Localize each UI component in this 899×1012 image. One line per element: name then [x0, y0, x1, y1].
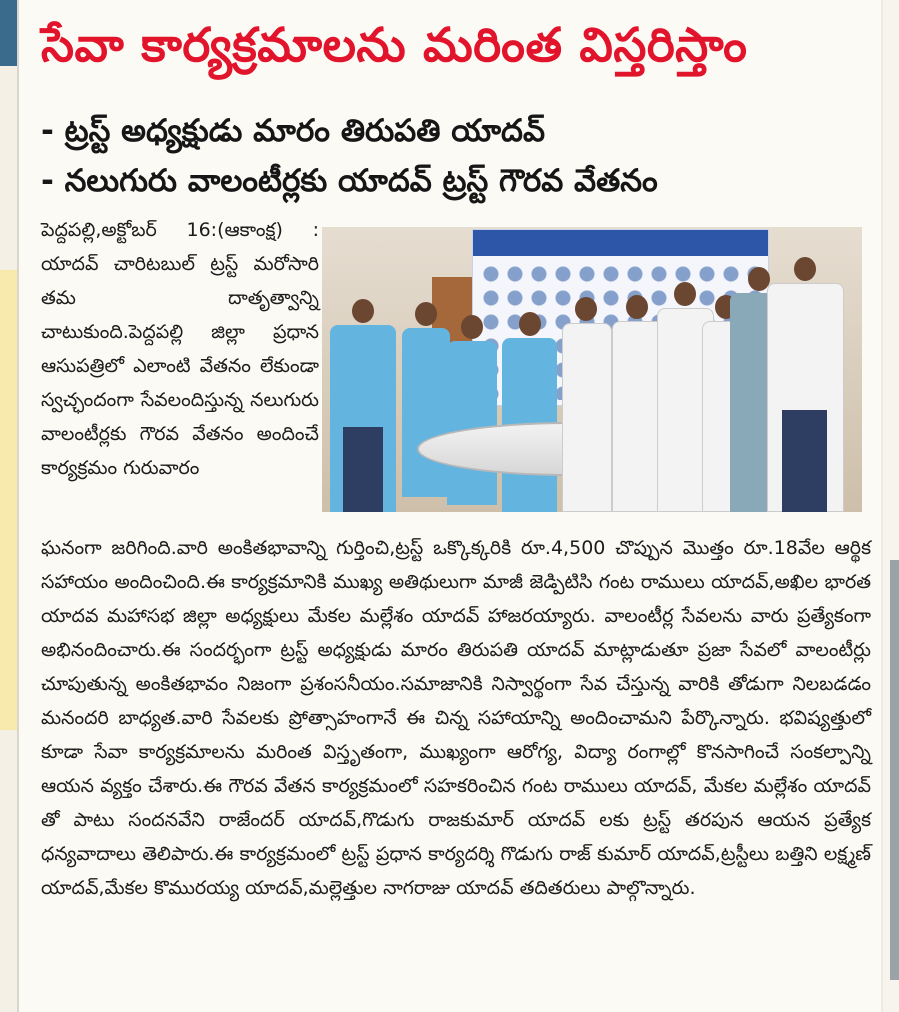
adjacent-photo-fragment-right	[890, 560, 899, 980]
volunteer-figure	[330, 299, 396, 512]
article-body-full: ఘనంగా జరిగింది.వారి అంకితభావాన్ని గుర్తించి,ట్రస్ట్ ఒక్కొక్కరికి రూ.4,500 చొప్పున మొత్తం రూ.18వేల ఆర్థిక సహాయం అందించింది.ఈ కార్యక్రమానికి ముఖ్య అతిథులుగా మాజీ జెడ్పిటిసి గంట రాములు యాదవ్,అఖిల భారత యాదవ మహాసభ జిల్లా అధ్యక్షులు మేకల మల్లేశం యాదవ్ హాజరయ్యారు. వాలంటీర్ల సేవలను వారు ప్రత్యేకంగా అభినందించారు.ఈ సందర్భంగా ట్రస్ట్ అధ్యక్షుడు మారం తిరుపతి యాదవ్ మాట్లాడుతూ ప్రజా సేవలో వాలంటీర్లు చూపుతున్న అంకితభావం నిజంగా ప్రశంసనీయం.సమాజానికి నిస్వార్థంగా సేవ చేస్తున్న వారికి తోడుగా నిలబడడం మనందరి బాధ్యత.వారి సేవలకు ప్రోత్సాహంగానే ఈ చిన్న సహాయాన్ని అందించామని పేర్కొన్నారు. భవిష్యత్తులో కూడా సేవా కార్యక్రమాలను మరింత విస్తృతంగా, ముఖ్యంగా ఆరోగ్య, విద్యా రంగాల్లో కొనసాగించే సంకల్పాన్ని ఆయన వ్యక్తం చేశారు.ఈ గౌరవ వేతన కార్యక్రమంలో సహకరించిన గంట రాములు యాదవ్, మేకల మల్లేశం యాదవ్ తో పాటు సందనవేని రాజేందర్ యాదవ్,గొడుగు రాజకుమార్ యాదవ్ లకు ట్రస్ట్ తరపున ఆయన ప్రత్యేక ధన్యవాదాలు తెలిపారు.ఈ కార్యక్రమంలో ట్రస్ట్ ప్రధాన కార్యదర్శి గొడుగు రాజ్ కుమార్ యాదవ్,ట్రస్టీలు బత్తిని లక్ష్మణ్ యాదవ్,మేకల కొమురయ్య యాదవ్,మల్లెత్తుల నాగరాజు యాదవ్ తదితరులు పాల్గొన్నారు.	[41, 537, 871, 899]
news-article	[19, 0, 881, 1012]
subheadline-1: - ట్రస్ట్ అధ్యక్షుడు మారం తిరుపతి యాదవ్	[41, 113, 545, 149]
guest-figure	[562, 297, 610, 512]
volunteer-figure	[502, 312, 557, 512]
volunteer-figure	[402, 302, 450, 497]
article-body-column: పెద్దపల్లి,అక్టోబర్ 16:(ఆకాంక్ష) : యాదవ్ చారిటబుల్ ట్రస్ట్ మరోసారి తమ దాతృత్వాన్ని చాటుకుంది.పెద్దపల్లి జిల్లా ప్రధాన ఆసుపత్రిలో ఎలాంటి వేతనం లేకుండా స్వచ్ఛందంగా సేవలందిస్తున్న నలుగురు వాలంటీర్లకు గౌరవ వేతనం అందించే కార్యక్రమం గురువారం	[41, 219, 319, 479]
volunteer-figure	[447, 315, 497, 505]
adjacent-column-right	[883, 0, 899, 1012]
guest-figure	[767, 257, 842, 512]
article-photo	[322, 227, 862, 512]
article-headline: సేవా కార్యక్రమాలను మరింత విస్తరిస్తాం	[41, 18, 748, 73]
banner-header	[473, 230, 768, 256]
adjacent-column-left	[0, 0, 19, 1012]
subheadline-2: - నలుగురు వాలంటీర్లకు యాదవ్ ట్రస్ట్ గౌరవ వేతనం	[41, 163, 658, 199]
highlight-fragment	[0, 270, 17, 730]
guest-figure	[612, 295, 662, 512]
adjacent-photo-fragment	[0, 0, 17, 66]
